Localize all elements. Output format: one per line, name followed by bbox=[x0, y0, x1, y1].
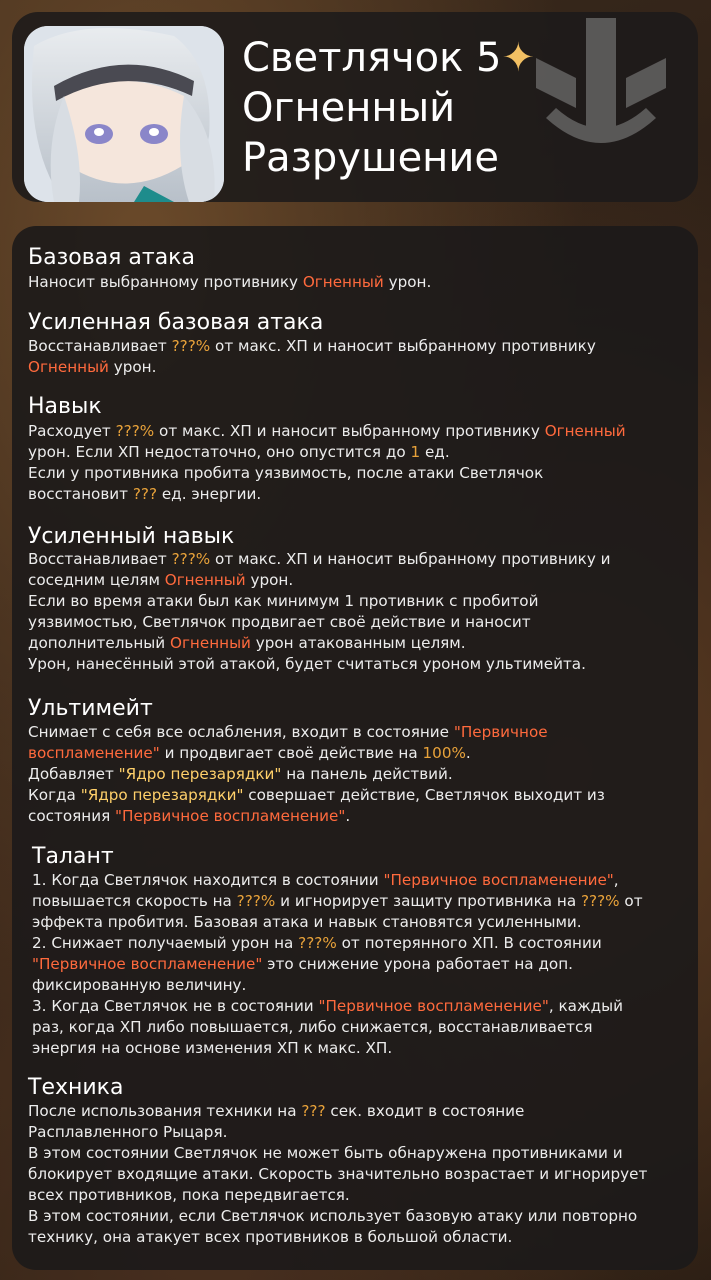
description-text: всех противников, пока передвигается. bbox=[28, 1186, 350, 1204]
description-text: сек. входит в состояние bbox=[325, 1102, 525, 1120]
description-text: , каждый bbox=[548, 997, 624, 1015]
description-text: урон. bbox=[108, 358, 157, 376]
description-line bbox=[28, 1227, 688, 1248]
character-header bbox=[12, 12, 698, 202]
highlighted-term: ???% bbox=[115, 422, 155, 440]
highlighted-term: 1 bbox=[410, 443, 421, 461]
highlighted-term: "Первичное воспламенение" bbox=[383, 871, 614, 889]
description-text: После использования техники на bbox=[28, 1102, 302, 1120]
description-text: совершает действие, Светлячок выходит из bbox=[243, 786, 605, 804]
description-text: В этом состоянии, если Светлячок использует базовую атаку или повторно bbox=[28, 1207, 638, 1225]
description-line bbox=[28, 1164, 688, 1185]
description-text: Восстанавливает bbox=[28, 550, 172, 568]
description-line bbox=[28, 743, 688, 764]
description-line bbox=[32, 891, 692, 912]
description-line bbox=[32, 954, 692, 975]
description-text: фиксированную величину. bbox=[32, 976, 247, 994]
description-line bbox=[32, 996, 692, 1017]
description-text: восстановит bbox=[28, 485, 133, 503]
description-text: ед. энергии. bbox=[157, 485, 262, 503]
highlighted-term: "Первичное воспламенение" bbox=[318, 997, 549, 1015]
highlighted-term: ???% bbox=[171, 550, 211, 568]
section-title-ultimate: Ультимейт bbox=[28, 696, 153, 721]
description-line bbox=[32, 1017, 692, 1038]
description-line bbox=[28, 549, 688, 570]
character-name: Светлячок bbox=[242, 35, 464, 81]
section-title-enhanced-basic: Усиленная базовая атака bbox=[28, 310, 324, 335]
description-text: В этом состоянии Светлячок не может быть обнаружена противниками и bbox=[28, 1144, 623, 1162]
description-text: и игнорирует защиту противника на bbox=[275, 892, 581, 910]
description-line bbox=[28, 272, 688, 293]
description-line bbox=[28, 1101, 688, 1122]
description-line bbox=[28, 1185, 688, 1206]
highlighted-term: Огненный bbox=[28, 358, 109, 376]
section-body-basic bbox=[28, 272, 688, 293]
description-text: урон. bbox=[245, 571, 294, 589]
section-body-talent bbox=[32, 870, 692, 1059]
character-path: Разрушение bbox=[242, 135, 499, 181]
highlighted-term: "Первичное воспламенение" bbox=[32, 955, 263, 973]
description-text: состояния bbox=[28, 807, 116, 825]
description-text: Расплавленного Рыцаря. bbox=[28, 1123, 228, 1141]
description-line bbox=[28, 570, 688, 591]
description-line bbox=[28, 336, 688, 357]
highlighted-term: ??? bbox=[301, 1102, 326, 1120]
portrait-image bbox=[24, 26, 224, 202]
destruction-path-icon bbox=[516, 18, 686, 168]
character-rarity: 5 bbox=[476, 35, 502, 81]
description-text: Снимает с себя все ослабления, входит в состояние bbox=[28, 723, 454, 741]
highlighted-term: 100% bbox=[422, 744, 466, 762]
description-text: технику, она атакует всех противников в большой области. bbox=[28, 1228, 513, 1246]
highlighted-term: "Ядро перезарядки" bbox=[118, 765, 282, 783]
highlighted-term: "Первичное bbox=[453, 723, 548, 741]
section-body-skill bbox=[28, 421, 688, 505]
description-text: урон. bbox=[383, 273, 432, 291]
description-text: раз, когда ХП либо повышается, либо снижается, восстанавливается bbox=[32, 1018, 593, 1036]
highlighted-term: Огненный bbox=[164, 571, 246, 589]
description-line bbox=[28, 764, 688, 785]
description-text: от макс. ХП и наносит выбранному противнику и bbox=[210, 550, 611, 568]
section-title-technique: Техника bbox=[28, 1075, 124, 1100]
description-text: соседним целям bbox=[28, 571, 165, 589]
abilities-panel bbox=[12, 226, 698, 1270]
highlighted-term: Огненный bbox=[170, 634, 251, 652]
description-line bbox=[28, 357, 688, 378]
description-text: от макс. ХП и наносит выбранному противнику bbox=[154, 422, 545, 440]
highlighted-term: "Первичное воспламенение" bbox=[115, 807, 346, 825]
description-text: от потерянного ХП. В состоянии bbox=[336, 934, 602, 952]
description-line bbox=[28, 722, 688, 743]
description-text: , bbox=[613, 871, 619, 889]
description-line bbox=[28, 806, 688, 827]
description-text: Восстанавливает bbox=[28, 337, 172, 355]
section-title-basic: Базовая атака bbox=[28, 245, 195, 270]
description-line bbox=[28, 1122, 688, 1143]
description-line bbox=[28, 633, 688, 654]
section-title-enhanced-skill: Усиленный навык bbox=[28, 524, 235, 549]
highlighted-term: ??? bbox=[132, 485, 158, 503]
description-text: повышается скорость на bbox=[32, 892, 237, 910]
section-body-enhanced-basic bbox=[28, 336, 688, 378]
description-line bbox=[28, 612, 688, 633]
description-text: 1. Когда Светлячок находится в состоянии bbox=[32, 871, 384, 889]
section-title-talent: Талант bbox=[32, 844, 114, 869]
description-line bbox=[28, 1206, 688, 1227]
description-text: Когда bbox=[28, 786, 81, 804]
description-text: энергия на основе изменения ХП к макс. ХП. bbox=[32, 1039, 393, 1057]
highlighted-term: ???% bbox=[171, 337, 211, 355]
description-text: Расходует bbox=[28, 422, 116, 440]
description-text: Если во время атаки был как минимум 1 противник с пробитой bbox=[28, 592, 539, 610]
description-text: Добавляет bbox=[28, 765, 119, 783]
description-text: дополнительный bbox=[28, 634, 170, 652]
highlighted-term: "Ядро перезарядки" bbox=[80, 786, 244, 804]
description-line bbox=[28, 1143, 688, 1164]
description-line bbox=[28, 591, 688, 612]
description-text: 2. Снижает получаемый урон на bbox=[32, 934, 299, 952]
highlighted-term: Огненный bbox=[302, 273, 384, 291]
highlighted-term: ???% bbox=[298, 934, 337, 952]
description-line bbox=[32, 975, 692, 996]
description-text: от макс. ХП и наносит выбранному противнику bbox=[210, 337, 596, 355]
description-text: Наносит выбранному противнику bbox=[28, 273, 303, 291]
description-line bbox=[32, 870, 692, 891]
section-title-skill: Навык bbox=[28, 394, 102, 419]
section-body-technique bbox=[28, 1101, 688, 1248]
description-text: Если у противника пробита уязвимость, после атаки Светлячок bbox=[28, 464, 544, 482]
description-line bbox=[28, 463, 688, 484]
description-text: и продвигает своё действие на bbox=[159, 744, 423, 762]
description-text: урон атакованным целям. bbox=[250, 634, 466, 652]
description-text: . bbox=[345, 807, 351, 825]
highlighted-term: ???% bbox=[580, 892, 620, 910]
description-text: . bbox=[465, 744, 471, 762]
description-text: на панель действий. bbox=[281, 765, 453, 783]
description-line bbox=[32, 933, 692, 954]
section-body-enhanced-skill bbox=[28, 549, 688, 675]
description-text: эффекта пробития. Базовая атака и навык становятся усиленными. bbox=[32, 913, 582, 931]
description-line bbox=[28, 421, 688, 442]
character-portrait bbox=[24, 26, 224, 202]
description-text: блокирует входящие атаки. Скорость значительно возрастает и игнорирует bbox=[28, 1165, 648, 1183]
description-line bbox=[28, 654, 688, 675]
highlighted-term: Огненный bbox=[544, 422, 626, 440]
description-line bbox=[28, 484, 688, 505]
character-element: Огненный bbox=[242, 85, 456, 131]
highlighted-term: ???% bbox=[236, 892, 276, 910]
rarity-star-icon: ✦ bbox=[501, 35, 535, 81]
description-text: урон. Если ХП недостаточно, оно опустится до bbox=[28, 443, 411, 461]
description-line bbox=[28, 785, 688, 806]
section-body-ultimate bbox=[28, 722, 688, 827]
description-text: 3. Когда Светлячок не в состоянии bbox=[32, 997, 319, 1015]
description-line bbox=[28, 442, 688, 463]
description-line bbox=[32, 1038, 692, 1059]
description-line bbox=[32, 912, 692, 933]
description-text: ед. bbox=[420, 443, 450, 461]
description-text: Урон, нанесённый этой атакой, будет считаться уроном ультимейта. bbox=[28, 655, 586, 673]
character-name-line bbox=[242, 34, 535, 82]
highlighted-term: воспламенение" bbox=[28, 744, 160, 762]
description-text: это снижение урона работает на доп. bbox=[262, 955, 573, 973]
description-text: от bbox=[619, 892, 643, 910]
description-text: уязвимостью, Светлячок продвигает своё действие и наносит bbox=[28, 613, 531, 631]
